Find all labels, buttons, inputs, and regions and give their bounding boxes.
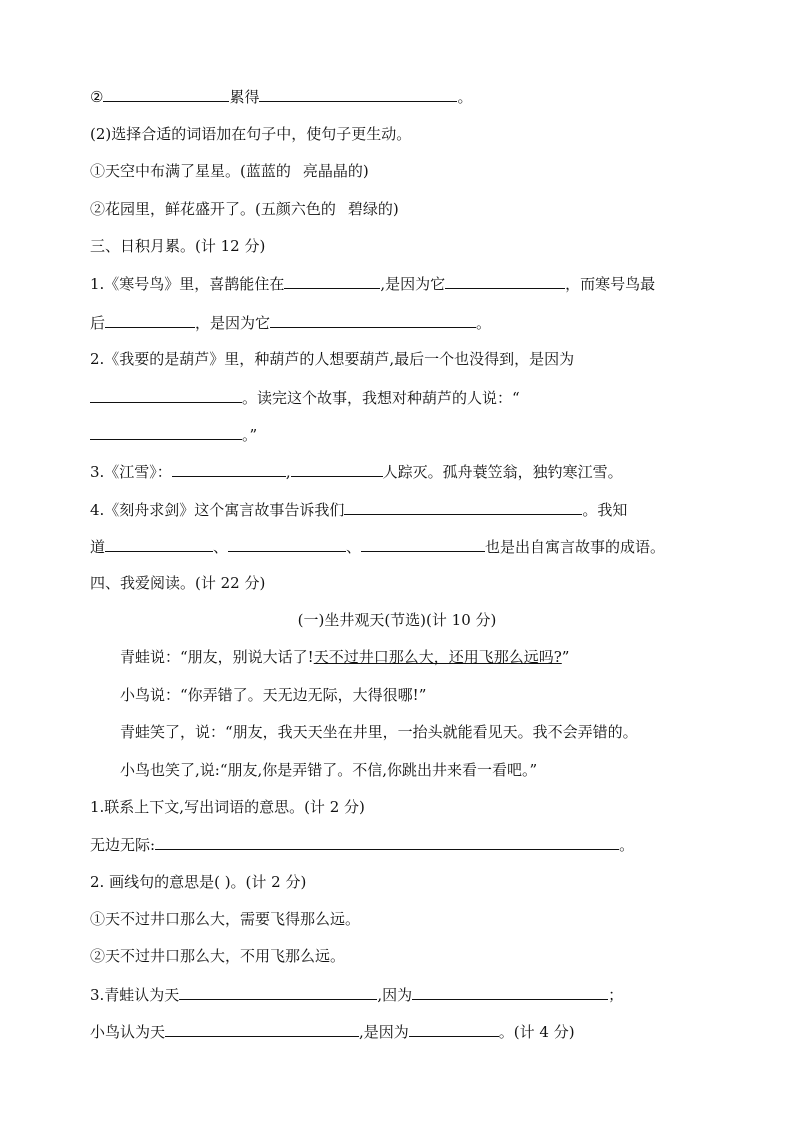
section-3-heading: 三、日积月累。(计 12 分) — [90, 237, 266, 255]
reading-q3-line-a: 3.青蛙认为天 ,因为 ； — [90, 986, 624, 1004]
blank[interactable] — [228, 536, 346, 552]
q4-line-b: 道 、 、 也是出自寓言故事的成语。 — [90, 538, 666, 556]
blank[interactable] — [165, 1021, 359, 1037]
blank[interactable] — [344, 499, 582, 515]
blank[interactable] — [105, 536, 213, 552]
blank[interactable] — [412, 984, 608, 1000]
blank[interactable] — [90, 387, 242, 403]
passage-paragraph-4: 小鸟也笑了,说:“朋友,你是弄错了。不信,你跳出井来看一看吧。” — [120, 761, 538, 779]
blank[interactable] — [270, 312, 476, 328]
blank[interactable] — [259, 86, 457, 102]
blank[interactable] — [172, 461, 286, 477]
option-sentence-1: ①天空中布满了星星。(蓝蓝的 亮晶晶的) — [90, 162, 369, 180]
blank[interactable] — [284, 273, 380, 289]
line-fill-1: ② 累得 。 — [90, 88, 473, 106]
blank[interactable] — [90, 424, 242, 440]
passage-paragraph-3: 青蛙笑了，说：“朋友，我天天坐在井里，一抬头就能看见天。我不会弄错的。 — [120, 723, 638, 741]
passage-paragraph-2: 小鸟说：“你弄错了。天无边无际，大得很哪!” — [120, 686, 427, 704]
q1-line-b: 后 ，是因为它 。 — [90, 314, 492, 332]
reading-q1-answer: 无边无际: 。 — [90, 836, 635, 854]
section-4-heading: 四、我爱阅读。(计 22 分) — [90, 574, 266, 592]
reading-q2-option-2: ②天不过井口那么大，不用飞那么远。 — [90, 947, 346, 965]
reading-q1: 1.联系上下文,写出词语的意思。(计 2 分) — [90, 798, 365, 816]
passage-paragraph-1: 青蛙说：“朋友，别说大话了!天不过井口那么大，还用飞那么远吗?” — [120, 648, 570, 666]
underlined-sentence: 天不过井口那么大，还用飞那么远吗? — [313, 648, 562, 666]
blank[interactable] — [103, 86, 229, 102]
blank[interactable] — [409, 1021, 499, 1037]
reading-q2: 2. 画线句的意思是( )。(计 2 分) — [90, 873, 307, 891]
question-2-heading: (2)选择合适的词语加在句子中，使句子更生动。 — [90, 125, 412, 143]
blank[interactable] — [155, 834, 619, 850]
blank[interactable] — [179, 984, 377, 1000]
q3-line: 3.《江雪》： , 人踪灭。孤舟蓑笠翁，独钓寒江雪。 — [90, 463, 623, 481]
q2-line-c: 。” — [90, 424, 257, 445]
blank[interactable] — [105, 312, 195, 328]
q4-line-a: 4.《刻舟求剑》这个寓言故事告诉我们 。我知 — [90, 501, 628, 519]
option-sentence-2: ②花园里，鲜花盛开了。(五颜六色的 碧绿的) — [90, 200, 399, 218]
reading-title: (一)坐井观天(节选)(计 10 分) — [297, 611, 497, 629]
q1-line-a: 1.《寒号鸟》里，喜鹊能住在 ,是因为它 ，而寒号鸟最 — [90, 275, 656, 293]
blank[interactable] — [291, 461, 383, 477]
blank[interactable] — [445, 273, 565, 289]
reading-q2-option-1: ①天不过井口那么大，需要飞得那么远。 — [90, 910, 361, 928]
q2-line-a: 2.《我要的是葫芦》里，种葫芦的人想要葫芦,最后一个也没得到，是因为 — [90, 350, 575, 368]
q2-line-b: 。读完这个故事，我想对种葫芦的人说：“ — [90, 387, 520, 408]
blank[interactable] — [361, 536, 485, 552]
reading-q3-line-b: 小鸟认为天 ,是因为 。(计 4 分) — [90, 1023, 575, 1041]
